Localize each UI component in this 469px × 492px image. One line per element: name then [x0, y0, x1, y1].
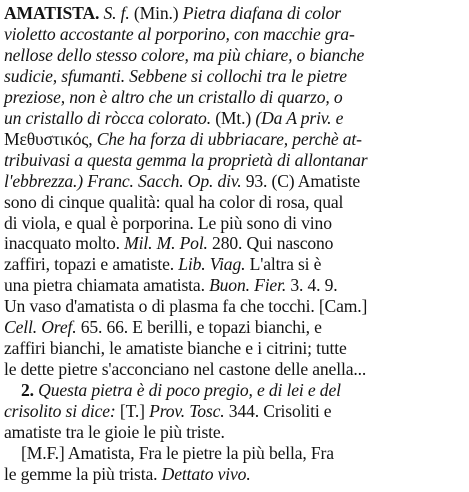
entry-text: amatiste tra le gioie le più triste.	[4, 422, 225, 442]
entry-text: Pietra diafana di color	[182, 3, 342, 23]
entry-line	[4, 462, 251, 486]
entry-text: le dette pietre s'acconciano nel castone delle anella...	[4, 359, 367, 380]
entry-text: Franc. Sacch. Op. div.	[87, 170, 242, 191]
entry-text: 93. (C) Amatiste	[241, 170, 361, 191]
entry-text: Un vaso d'amatista o di plasma fa che tocchi. [Cam.]	[4, 296, 368, 317]
entry-text: una pietra chiamata amatista.	[4, 275, 210, 296]
entry-text: preziose, non è altro che un cristallo di quarzo, o	[4, 86, 343, 107]
entry-text: [T.]	[119, 401, 150, 422]
entry-text: 2.	[4, 380, 39, 401]
entry-text: Che ha forza di ubbriacare, perchè at-	[96, 128, 362, 149]
entry-text: L'altra si è	[245, 254, 322, 275]
entry-text: Questa pietra è di poco pregio, e di lei e del	[38, 380, 341, 401]
entry-text: 65. 66. E berilli, e topazi bianchi, e	[76, 317, 322, 338]
entry-text: di viola, e qual è porporina. Le più sono di vino	[4, 212, 332, 233]
entry-text: sudicie, sfumanti. Sebbene si collochi tra le pietre	[4, 65, 347, 86]
entry-text: le gemme la più trista.	[4, 463, 162, 484]
entry-text: Buon. Fier.	[209, 275, 287, 296]
entry-text: (Mt.)	[215, 107, 256, 128]
entry-text: zaffiri, topazi e amatiste.	[4, 254, 179, 275]
entry-text: un cristallo di ròcca colorato.	[4, 107, 216, 128]
entry-text: 3. 4. 9.	[286, 275, 338, 296]
entry-text: nellose dello stesso colore, ma più chiare, o bianche	[4, 44, 365, 65]
entry-text: [M.F.] Amatista, Fra le pietre la più bella, Fra	[4, 442, 334, 463]
entry-text: 344. Crisoliti e	[224, 401, 332, 422]
entry-text: inacquato molto.	[4, 233, 125, 254]
entry-text: Prov. Tosc.	[149, 401, 225, 422]
entry-text: zaffiri bianchi, le amatiste bianche e i citrini; tutte	[4, 338, 347, 359]
entry-text: Lib. Viag.	[178, 254, 246, 275]
entry-text: Dettato vivo.	[161, 463, 251, 484]
headword: AMATISTA.	[4, 3, 100, 23]
entry-text: Mil. M. Pol.	[124, 233, 208, 254]
entry-text: l'ebbrezza.)	[4, 170, 88, 191]
entry-text: (Min.)	[129, 3, 183, 23]
entry-text: crisolito si dice:	[4, 401, 120, 422]
entry-text: 280. Qui nascono	[207, 233, 334, 254]
entry-text: sono di cinque qualità: qual ha color di rosa, qual	[4, 191, 344, 212]
entry-text: S. f.	[103, 3, 130, 23]
entry-text: Cell. Oref.	[4, 317, 77, 338]
entry-text: violetto accostante al porporino, con macchie gra-	[4, 23, 355, 44]
entry-text: tribuivasi a questa gemma la proprietà di allontanar	[4, 149, 368, 170]
entry-text: (Da A priv. e	[255, 107, 344, 128]
entry-text: Μεθυστικός,	[4, 128, 97, 149]
